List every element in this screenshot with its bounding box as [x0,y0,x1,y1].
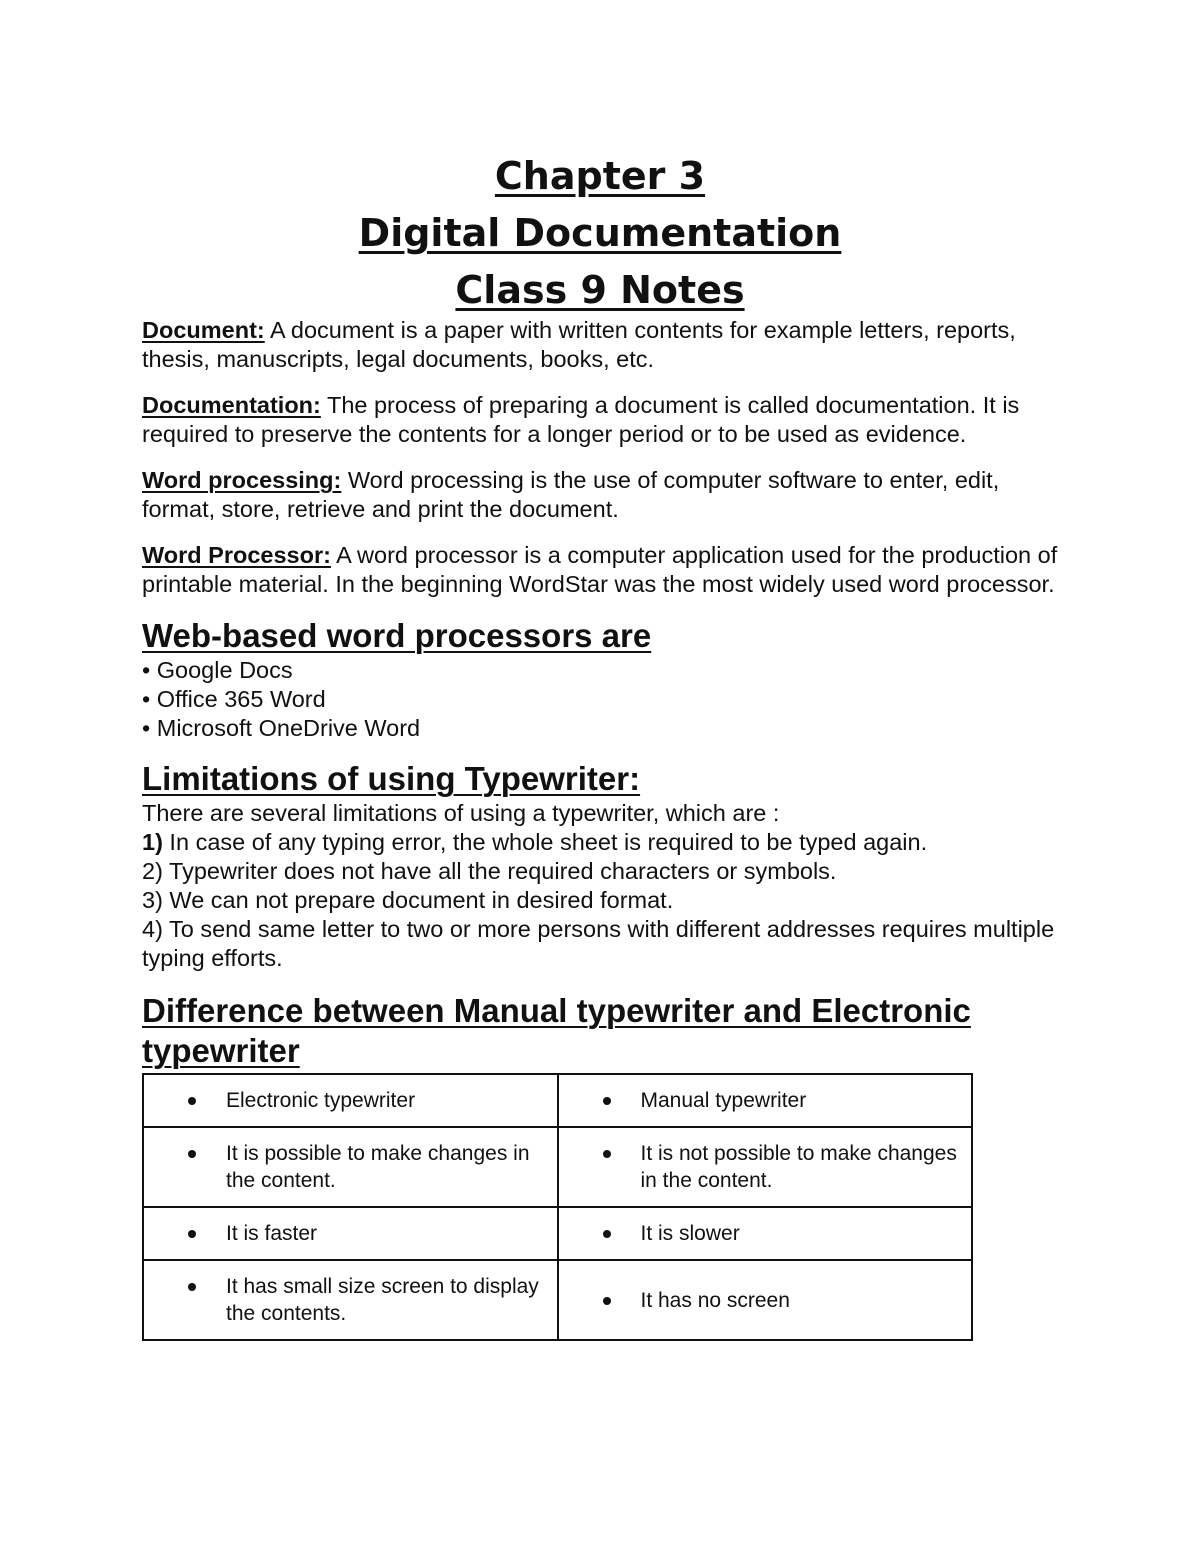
web-based-heading [142,616,1062,656]
bullet-icon [603,1230,611,1238]
cell-text: It is possible to make changes in the content. [226,1142,530,1192]
item-number: 4) [142,916,163,942]
bullet-icon [188,1150,196,1158]
list-item: • Google Docs [142,657,293,683]
definition-word-processing [142,466,1062,524]
difference-heading [142,991,1062,1071]
table-row [143,1074,972,1127]
table-cell [558,1074,973,1127]
list-item [142,828,1062,857]
cell-text: Electronic typewriter [226,1089,416,1112]
bullet-icon [188,1230,196,1238]
table-row [143,1127,972,1207]
cell-text: It has small size screen to display the contents. [226,1275,539,1325]
list-item [142,857,1062,886]
subject-title: Digital Documentation [358,211,842,255]
web-based-heading-text: Web-based word processors are [142,617,652,654]
definition-term: Word processing: [142,467,342,493]
table-cell [143,1260,558,1340]
bullet-icon [188,1283,196,1291]
definition-term: Document: [142,317,265,343]
item-text: To send same letter to two or more persons with different addresses requires multiple typing efforts. [142,916,1055,971]
item-number: 1) [142,829,163,855]
definition-term: Word Processor: [142,542,331,568]
definition-word-processor [142,541,1062,599]
difference-table [142,1073,973,1341]
list-item [142,886,1062,915]
bullet-icon [603,1150,611,1158]
definition-documentation [142,391,1062,449]
cell-text: It is not possible to make changes in the content. [640,1142,957,1192]
definition-text: The process of preparing a document is called documentation. It is required to preserve the contents for a longer period or to be used as evidence. [142,392,1020,447]
bullet-icon [603,1097,611,1105]
definition-term: Documentation: [142,392,321,418]
chapter-title: Chapter 3 [494,154,706,198]
limitations-list [142,799,1062,973]
definition-text: A document is a paper with written contents for example letters, reports, thesis, manuscripts, legal documents, books, etc. [142,317,1016,372]
limitations-heading-text: Limitations of using Typewriter: [142,760,641,797]
definition-document [142,316,1062,374]
table-cell [558,1260,973,1340]
item-text: In case of any typing error, the whole sheet is required to be typed again. [162,829,928,855]
limitations-intro: There are several limitations of using a typewriter, which are : [142,800,780,826]
web-based-list [142,656,1062,743]
bullet-icon [188,1097,196,1105]
definition-text: Word processing is the use of computer software to enter, edit, format, store, retrieve and print the document. [142,467,1000,522]
table-cell [143,1074,558,1127]
title-block [0,148,1200,319]
table-cell [143,1127,558,1207]
cell-text: Manual typewriter [640,1089,807,1112]
list-item [142,915,1062,973]
item-text: Typewriter does not have all the required characters or symbols. [162,858,837,884]
cell-text: It is faster [226,1222,318,1245]
table-cell [143,1207,558,1260]
definition-text: A word processor is a computer application used for the production of printable material. In the beginning WordStar was the most widely used word processor. [142,542,1058,597]
table-row [143,1207,972,1260]
bullet-icon [603,1297,611,1305]
table-cell [558,1127,973,1207]
table-cell [558,1207,973,1260]
table-row [143,1260,972,1340]
cell-text: It has no screen [640,1288,790,1312]
difference-heading-text: Difference between Manual typewriter and Electronic typewriter [142,992,971,1069]
list-item: • Microsoft OneDrive Word [142,715,421,741]
document-body [142,316,1062,1341]
item-number: 2) [142,858,163,884]
item-text: We can not prepare document in desired format. [162,887,674,913]
item-number: 3) [142,887,163,913]
limitations-heading [142,759,1062,799]
class-title: Class 9 Notes [455,268,745,312]
list-item: • Office 365 Word [142,686,326,712]
cell-text: It is slower [640,1222,740,1245]
